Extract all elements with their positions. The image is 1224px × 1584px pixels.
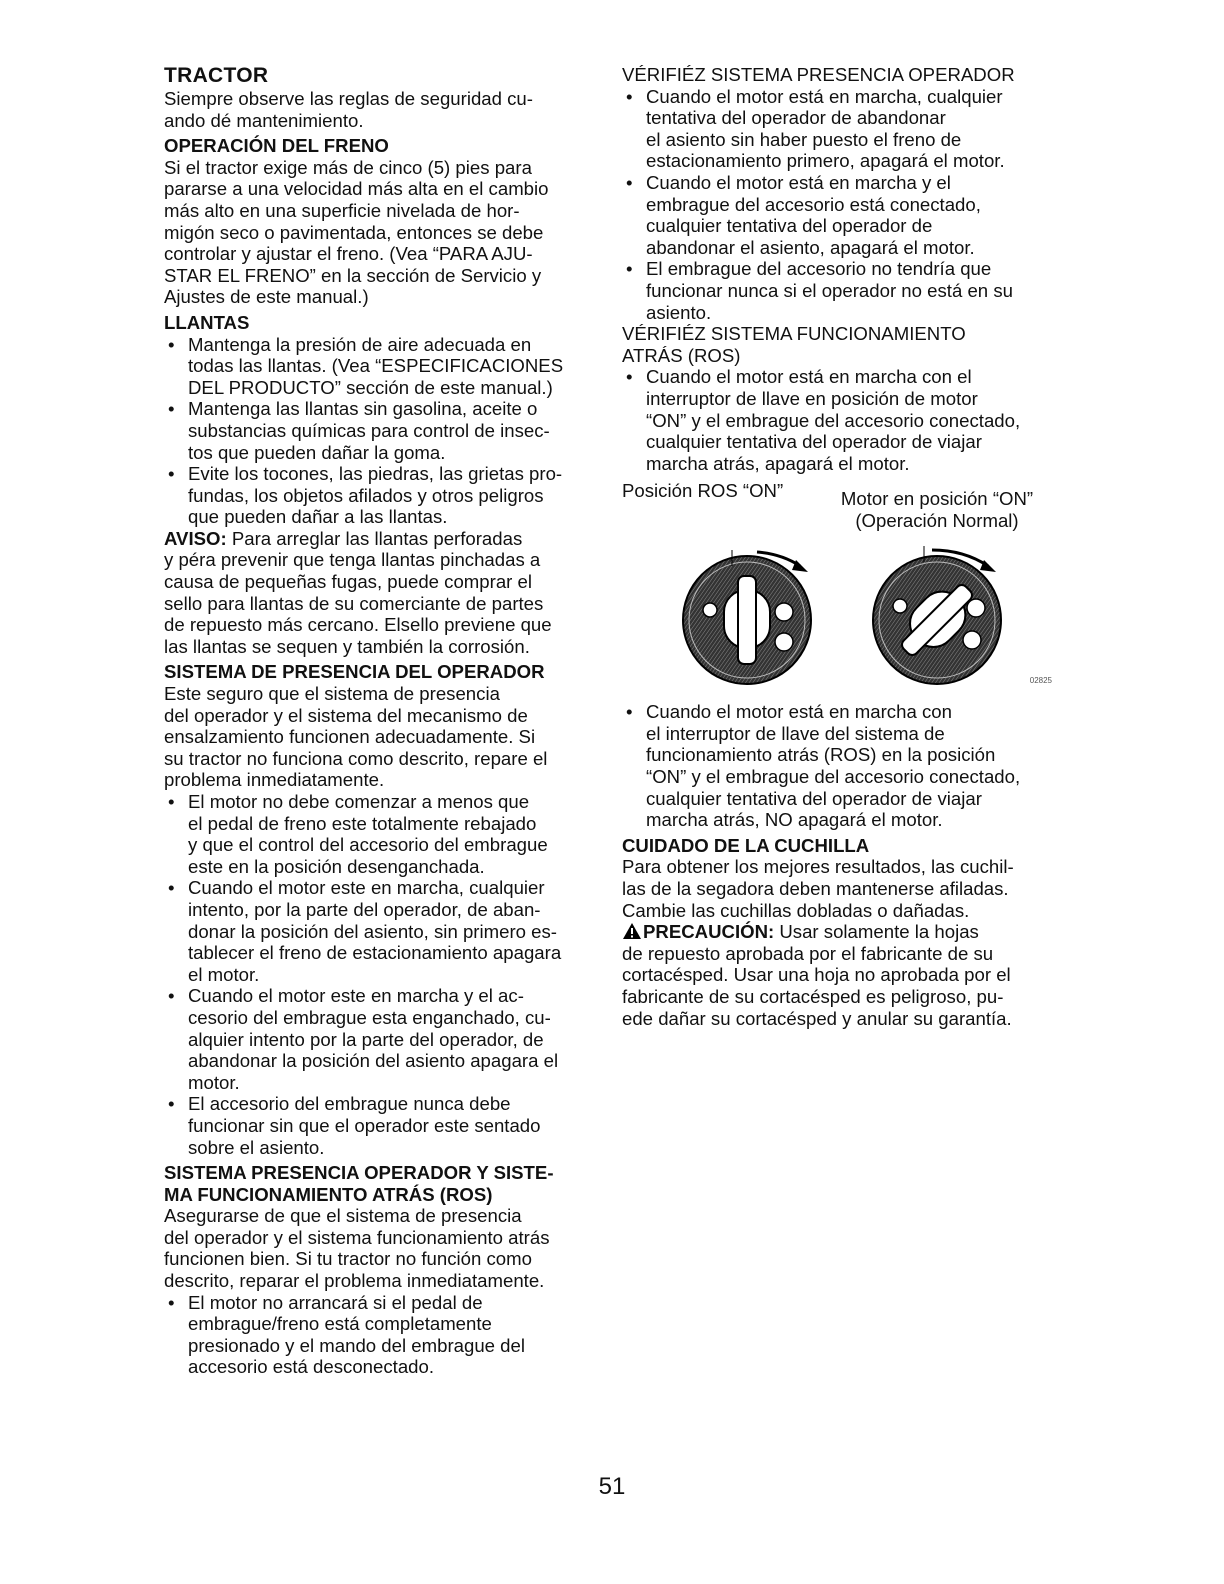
tires-title: LLANTAS xyxy=(164,311,250,333)
list-item: • El motor no arrancará si el pedal de embrague/freno está completamente presionado y el mando del embrague del accesorio está desconectado. xyxy=(164,1292,604,1378)
caution-text: Usar solamente la hojas de repuesto aprobada por el fabricante de su cortacésped. Usar una hoja no aprobada por el fabricante de su cortacésped es peligroso, pu- ede dañar su cortacésped y anular su garantía. xyxy=(622,921,1012,1029)
ros-on-list xyxy=(622,701,1062,831)
warning-triangle-icon xyxy=(622,922,642,940)
verify-ros-list xyxy=(622,366,1062,474)
tires-list xyxy=(164,334,604,528)
list-item: • Cuando el motor está en marcha con el interruptor de llave del sistema de funcionamiento atrás (ROS) en la posición “ON” y el embrague del accesorio conectado, cualquier tentativa del operador de viajar marcha atrás, NO apagará el motor. xyxy=(622,701,1062,831)
list-item: • Cuando el motor está en marcha con el interruptor de llave en posición de motor “ON” y el embrague del accesorio conectado, cualquier tentativa del operador de viajar marcha atrás, apagará el motor. xyxy=(622,366,1062,474)
list-item: • Mantenga las llantas sin gasolina, aceite o substancias químicas para control de insec- tos que pueden dañar la goma. xyxy=(164,398,604,463)
ignition-switch-ros-on-icon xyxy=(662,540,832,690)
notice-text: Para arreglar las llantas perforadas y péra prevenir que tenga llantas pinchadas a causa de pequeñas fugas, puede comprar el sello para llantas de su comerciante de partes de repuesto más cercano. Elsello previene que las llantas se sequen y también la corrosión. xyxy=(164,527,552,657)
list-item: • Cuando el motor este en marcha, cualquier intento, por la parte del operador, de aban- donar la posición del asiento, sin primero es- tablecer el freno de estacionamiento apagara el motor. xyxy=(164,877,604,985)
right-column xyxy=(622,64,1062,1029)
list-item: • El accesorio del embrague nunca debe funcionar sin que el operador este sentado sobre el asiento. xyxy=(164,1093,604,1158)
blade-care-title: CUIDADO DE LA CUCHILLA xyxy=(622,834,870,856)
figure-caption-ros-on: Posición ROS “ON” xyxy=(622,480,784,502)
brake-title: OPERACIÓN DEL FRENO xyxy=(164,135,389,157)
brake-text: Si el tractor exige más de cinco (5) pies para pararse a una velocidad más alta en el cambio más alto en una superficie nivelada de hor- migón seco o pavimentada, entonces se debe controlar y ajustar el freno. (Vea “PARA AJU- STAR EL FRENO” en la sección de Servicio y Ajustes de este manual.) xyxy=(164,156,549,308)
verify-operator-list xyxy=(622,86,1062,324)
list-item: • Cuando el motor está en marcha y el embrague del accesorio está conectado, cualquier tentativa del operador de abandonar el asiento, apagará el motor. xyxy=(622,172,1062,258)
tractor-intro: Siempre observe las reglas de seguridad cu- ando dé mantenimiento. xyxy=(164,88,533,131)
caution-paragraph xyxy=(622,921,1062,1029)
notice-label: AVISO: xyxy=(164,527,227,549)
verify-ros-title: VÉRIFIÉZ SISTEMA FUNCIONAMIENTO ATRÁS (ROS) xyxy=(622,323,966,366)
list-item: • El embrague del accesorio no tendría que funcionar nunca si el operador no está en su asiento. xyxy=(622,258,1062,323)
list-item: • Cuando el motor este en marcha y el ac- cesorio del embrague esta enganchado, cu- alquier intento por la parte del operador, de abandonar la posición del asiento apagara el motor. xyxy=(164,985,604,1093)
ignition-switch-figure xyxy=(622,480,1062,695)
left-column xyxy=(164,64,604,1378)
tractor-title: TRACTOR xyxy=(164,64,269,87)
ros-system-list xyxy=(164,1292,604,1378)
figure-code: 02825 xyxy=(1029,675,1052,685)
operator-presence-list xyxy=(164,791,604,1158)
ros-system-text: Asegurarse de que el sistema de presencia del operador y el sistema funcionamiento atrás funcionen bien. Si tu tractor no función como descrito, reparar el problema inmediatamente. xyxy=(164,1205,550,1292)
list-item: • El motor no debe comenzar a menos que el pedal de freno este totalmente rebajado y que el control del accesorio del embrague este en la posición desenganchada. xyxy=(164,791,604,877)
ros-system-title: SISTEMA PRESENCIA OPERADOR Y SISTE- MA FUNCIONAMIENTO ATRÁS (ROS) xyxy=(164,1162,554,1205)
operator-presence-title: SISTEMA DE PRESENCIA DEL OPERADOR xyxy=(164,661,545,683)
figure-caption-motor-on: Motor en posición “ON” (Operación Normal) xyxy=(840,488,1034,531)
blade-care-text: Para obtener los mejores resultados, las cuchil- las de la segadora deben mantenerse afiladas. Cambie las cuchillas dobladas o dañadas. xyxy=(622,856,1014,921)
list-item: • Cuando el motor está en marcha, cualquier tentativa del operador de abandonar el asiento sin haber puesto el freno de estacionamiento primero, apagará el motor. xyxy=(622,86,1062,172)
list-item: • Evite los tocones, las piedras, las grietas pro- fundas, los objetos afilados y otros peligros que pueden dañar a las llantas. xyxy=(164,463,604,528)
page-number: 51 xyxy=(598,1473,626,1500)
verify-operator-title: VÉRIFIÉZ SISTEMA PRESENCIA OPERADOR xyxy=(622,64,1015,85)
list-item: • Mantenga la presión de aire adecuada en todas las llantas. (Vea “ESPECIFICACIONES DEL PRODUCTO” sección de este manual.) xyxy=(164,334,604,399)
ignition-switch-motor-on-icon xyxy=(852,540,1022,690)
notice-paragraph xyxy=(164,528,604,658)
operator-presence-text: Este seguro que el sistema de presencia del operador y el sistema del mecanismo de ensalzamiento funcionen adecuadamente. Si su tractor no funciona como descrito, repare el problema inmediatamente. xyxy=(164,683,548,791)
caution-label: PRECAUCIÓN: xyxy=(643,921,775,943)
